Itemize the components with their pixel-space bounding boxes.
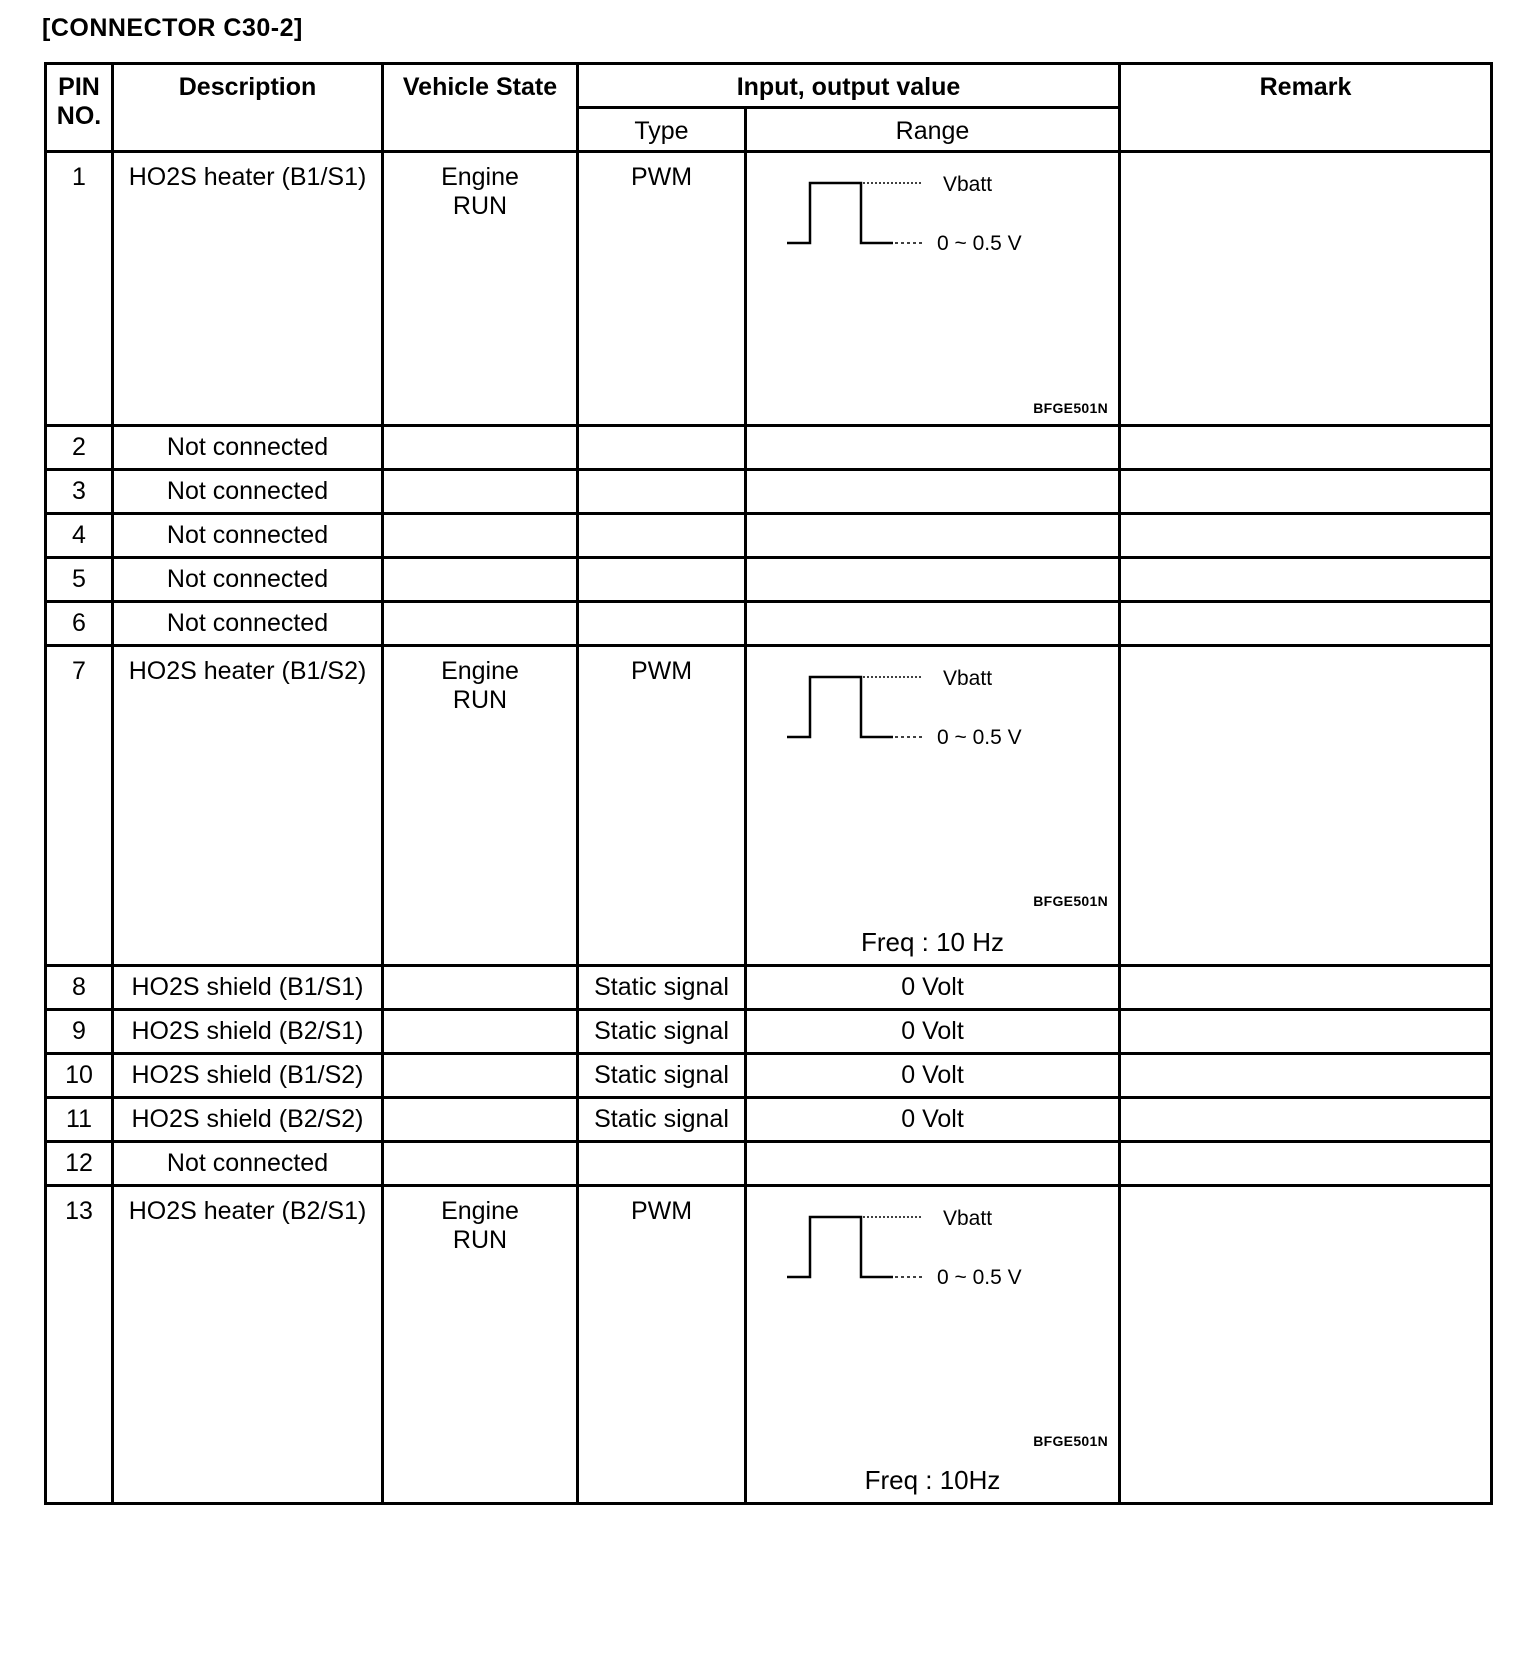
header-type: Type (578, 108, 746, 152)
pin-description: HO2S heater (B1/S2) (113, 646, 383, 966)
frequency-label: Freq : 10Hz (864, 1465, 1001, 1495)
pin-description: HO2S shield (B1/S1) (113, 966, 383, 1010)
remark (1120, 426, 1492, 470)
waveform-code: BFGE501N (1033, 893, 1108, 909)
table-row (46, 514, 1492, 558)
pin-number: 13 (46, 1186, 113, 1504)
signal-range: 0 Volt (746, 1010, 1120, 1054)
connector-pin-table (44, 62, 1493, 1505)
waveform-low-label: 0 ~ 0.5 V (937, 1266, 1022, 1289)
waveform-code: BFGE501N (1033, 400, 1108, 416)
remark (1120, 514, 1492, 558)
vehicle-state (383, 602, 578, 646)
remark (1120, 1142, 1492, 1186)
pin-number: 8 (46, 966, 113, 1010)
signal-type (578, 470, 746, 514)
table-row (46, 646, 1492, 966)
vehicle-state (383, 1054, 578, 1098)
pin-number: 6 (46, 602, 113, 646)
signal-type: PWM (578, 1186, 746, 1504)
pin-description: HO2S shield (B2/S1) (113, 1010, 383, 1054)
signal-type: PWM (578, 152, 746, 426)
pin-number: 12 (46, 1142, 113, 1186)
signal-range (746, 426, 1120, 470)
vehicle-state: Engine RUN (383, 152, 578, 426)
signal-range: 0 Volt (746, 1054, 1120, 1098)
vehicle-state (383, 1142, 578, 1186)
pin-number: 9 (46, 1010, 113, 1054)
signal-type (578, 558, 746, 602)
signal-range (746, 602, 1120, 646)
pin-number: 3 (46, 470, 113, 514)
remark (1120, 558, 1492, 602)
table-row (46, 966, 1492, 1010)
header-remark: Remark (1120, 64, 1492, 152)
remark (1120, 1054, 1492, 1098)
header-range: Range (746, 108, 1120, 152)
signal-range (746, 558, 1120, 602)
signal-type: Static signal (578, 966, 746, 1010)
pin-description: Not connected (113, 602, 383, 646)
table-row (46, 602, 1492, 646)
header-description: Description (113, 64, 383, 152)
pin-description: HO2S shield (B1/S2) (113, 1054, 383, 1098)
header-vehicle-state: Vehicle State (383, 64, 578, 152)
remark (1120, 152, 1492, 426)
waveform-low-label: 0 ~ 0.5 V (937, 232, 1022, 255)
signal-type (578, 426, 746, 470)
vehicle-state (383, 426, 578, 470)
range-cell (746, 646, 1120, 966)
vehicle-state (383, 514, 578, 558)
remark (1120, 602, 1492, 646)
table-row (46, 1186, 1492, 1504)
table-row (46, 470, 1492, 514)
vehicle-state (383, 966, 578, 1010)
signal-range (746, 514, 1120, 558)
vehicle-state: Engine RUN (383, 646, 578, 966)
table-row (46, 558, 1492, 602)
pin-description: Not connected (113, 558, 383, 602)
pin-description: HO2S heater (B2/S1) (113, 1186, 383, 1504)
waveform-code: BFGE501N (1033, 1433, 1108, 1449)
remark (1120, 470, 1492, 514)
pin-description: Not connected (113, 470, 383, 514)
signal-range: 0 Volt (746, 1098, 1120, 1142)
signal-type: PWM (578, 646, 746, 966)
waveform-low-label: 0 ~ 0.5 V (937, 726, 1022, 749)
vehicle-state (383, 1010, 578, 1054)
pin-number: 4 (46, 514, 113, 558)
table-row (46, 426, 1492, 470)
signal-range (746, 470, 1120, 514)
vehicle-state: Engine RUN (383, 1186, 578, 1504)
signal-type (578, 1142, 746, 1186)
remark (1120, 646, 1492, 966)
pin-number: 10 (46, 1054, 113, 1098)
pin-number: 7 (46, 646, 113, 966)
pin-number: 5 (46, 558, 113, 602)
table-row (46, 1010, 1492, 1054)
range-cell (746, 1186, 1120, 1504)
pin-description: Not connected (113, 514, 383, 558)
signal-range: 0 Volt (746, 966, 1120, 1010)
pin-description: HO2S shield (B2/S2) (113, 1098, 383, 1142)
range-cell (746, 152, 1120, 426)
pin-description: Not connected (113, 1142, 383, 1186)
waveform-high-label: Vbatt (943, 667, 993, 690)
remark (1120, 1186, 1492, 1504)
table-row (46, 152, 1492, 426)
waveform-high-label: Vbatt (943, 173, 993, 196)
pin-number: 1 (46, 152, 113, 426)
pin-number: 2 (46, 426, 113, 470)
signal-type: Static signal (578, 1098, 746, 1142)
frequency-label: Freq : 10 Hz (860, 927, 1005, 957)
vehicle-state (383, 1098, 578, 1142)
signal-type (578, 514, 746, 558)
signal-range (746, 1142, 1120, 1186)
signal-type: Static signal (578, 1010, 746, 1054)
table-row (46, 1142, 1492, 1186)
remark (1120, 1010, 1492, 1054)
signal-type: Static signal (578, 1054, 746, 1098)
vehicle-state (383, 558, 578, 602)
header-pin-no: PIN NO. (46, 64, 113, 152)
signal-type (578, 602, 746, 646)
header-io-value: Input, output value (578, 64, 1120, 108)
vehicle-state (383, 470, 578, 514)
pin-description: HO2S heater (B1/S1) (113, 152, 383, 426)
remark (1120, 966, 1492, 1010)
table-row (46, 1054, 1492, 1098)
remark (1120, 1098, 1492, 1142)
connector-title: [CONNECTOR C30-2] (42, 14, 303, 42)
pin-number: 11 (46, 1098, 113, 1142)
table-row (46, 1098, 1492, 1142)
pin-description: Not connected (113, 426, 383, 470)
waveform-high-label: Vbatt (943, 1207, 993, 1230)
